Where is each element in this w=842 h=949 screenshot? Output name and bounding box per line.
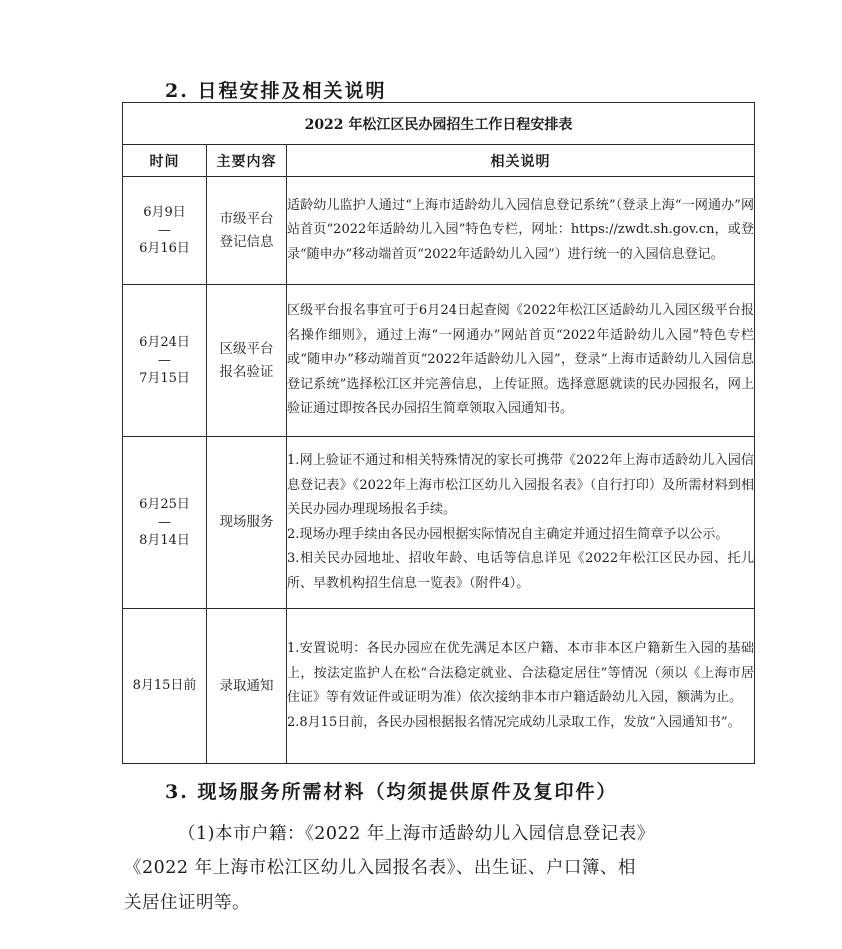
time-start: 8月15日前 [132, 678, 197, 693]
time-start: 6月9日 [143, 204, 186, 220]
desc-cell [287, 177, 755, 285]
content-cell [207, 177, 287, 285]
section-3-heading: 3. 现场服务所需材料（均须提供原件及复印件） [165, 781, 618, 803]
time-separator: — [158, 514, 171, 530]
desc-paragraph: 1.网上验证不通过和相关特殊情况的家长可携带《2022年上海市适龄幼儿入园信息登记表》《2022年上海市松江区幼儿入园报名表》（自行打印）及所需材料到相关民办园办理现场报名手续。 [287, 453, 754, 517]
desc-paragraph: 区级平台报名事宜可于6月24日起查阅《2022年松江区适龄幼儿入园区级平台报名操作细则》，通过上海“一网通办”网站首页“2022年适龄幼儿入园”特色专栏或“随申办”移动端首页“2022年适龄幼儿入园”，登录“上海市适龄幼儿入园信息登记系统”选择松江区并完善信息，上传证照。选择意愿就读的民办园报名，网上验证通过即按各民办园招生简章领取入园通知书。 [287, 303, 754, 417]
content-line: 录取通知 [219, 677, 274, 694]
table-row [123, 285, 755, 437]
content-line: 登记信息 [219, 233, 274, 250]
table-row [123, 177, 755, 285]
time-end: 6月16日 [139, 240, 190, 256]
materials-line-3: 关居住证明等。 [124, 893, 250, 913]
desc-cell [287, 437, 755, 609]
time-start: 6月24日 [139, 334, 190, 350]
time-end: 7月15日 [139, 370, 190, 386]
time-cell [123, 177, 207, 285]
section-2-heading: 2. 日程安排及相关说明 [165, 80, 387, 102]
materials-line-2: 《2022 年上海市松江区幼儿入园报名表》、出生证、户口簿、相 [124, 858, 636, 878]
content-line: 市级平台 [219, 210, 274, 227]
time-cell [123, 609, 207, 764]
time-cell [123, 285, 207, 437]
table-header-row [123, 145, 755, 177]
time-start: 6月25日 [139, 496, 190, 512]
desc-paragraph: 2.8月15日前，各民办园根据报名情况完成幼儿录取工作，发放“入园通知书”。 [287, 714, 741, 730]
time-cell [123, 437, 207, 609]
desc-paragraph: 1.安置说明：各民办园应在优先满足本区户籍、本市非本区户籍新生入园的基础上，按法定监护人在松“合法稳定就业、合法稳定居住”等情况（须以《上海市居住证》等有效证件或证明为准）依次接纳非本市户籍适龄幼儿入园，额满为止。 [287, 641, 754, 705]
time-end: 8月14日 [139, 532, 190, 548]
schedule-table [122, 102, 755, 764]
header-time: 时间 [123, 145, 207, 177]
time-separator: — [158, 352, 171, 368]
desc-paragraph: 适龄幼儿监护人通过“上海市适龄幼儿入园信息登记系统”（登录上海“一网通办”网站首页“2022年适龄幼儿入园”特色专栏，网址：https://zwdt.sh.gov.cn，或登录“随申办”移动端首页“2022年适龄幼儿入园”）进行统一的入园信息登记。 [287, 197, 754, 262]
materials-line-1: （1)本市户籍：《2022 年上海市适龄幼儿入园信息登记表》 [178, 824, 655, 844]
content-line: 报名验证 [219, 363, 274, 380]
content-cell [207, 285, 287, 437]
desc-cell [287, 609, 755, 764]
desc-paragraph: 2.现场办理手续由各民办园根据实际情况自主确定并通过招生简章予以公示。 [287, 526, 729, 542]
desc-cell [287, 285, 755, 437]
content-cell [207, 437, 287, 609]
content-line: 区级平台 [219, 340, 274, 357]
time-separator: — [158, 222, 171, 238]
table-row [123, 609, 755, 764]
header-desc: 相关说明 [287, 145, 755, 177]
content-cell [207, 609, 287, 764]
content-line: 现场服务 [219, 514, 274, 530]
header-content: 主要内容 [207, 145, 287, 177]
desc-paragraph: 3.相关民办园地址、招收年龄、电话等信息详见《2022年松江区民办园、托儿所、早教机构招生信息一览表》（附件4）。 [287, 551, 754, 591]
table-row [123, 437, 755, 609]
table-title: 2022 年松江区民办园招生工作日程安排表 [123, 103, 755, 145]
